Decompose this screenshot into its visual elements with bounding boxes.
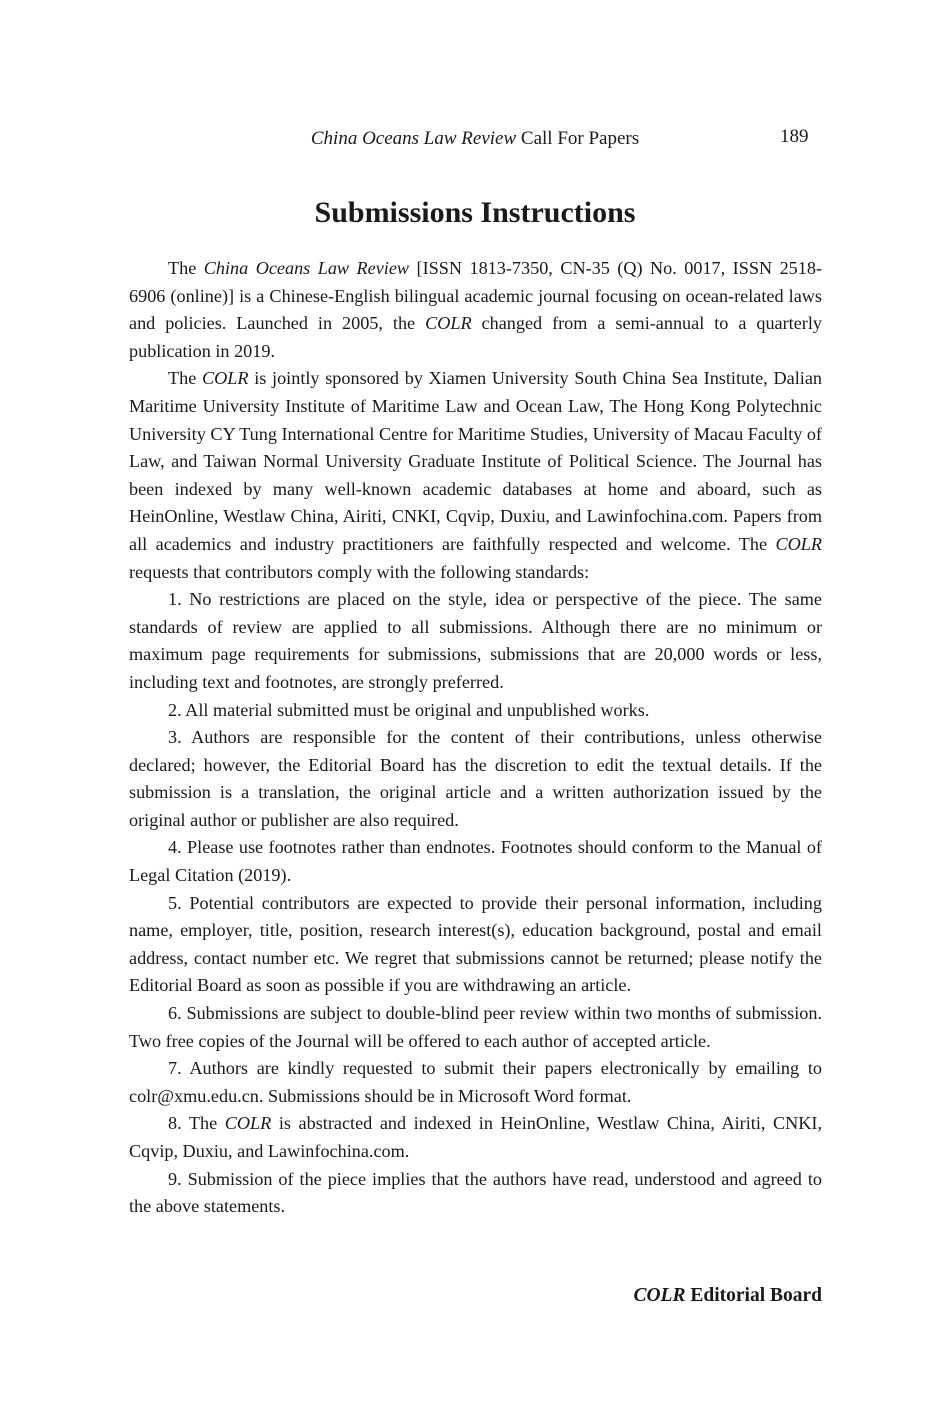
paragraph [129,1000,822,1055]
italic-run: COLR [775,533,822,554]
text-run: requests that contributors comply with the following standards: [129,561,590,582]
paragraph [129,365,822,586]
paragraph [129,724,822,834]
text-run: 6. Submissions are subject to double-blind peer review within two months of submission. Two free copies of the Journal will be offered to each author of accepted article. [129,1003,822,1051]
paragraph [129,255,822,365]
text-run: 1. No restrictions are placed on the style, idea or perspective of the piece. The same standards of review are applied to all submissions. Although there are no minimum or maximum page requirements for submissions, submissions that are 20,000 words or less, including text and footnotes, are strongly preferred. [129,589,822,692]
text-run: The [168,368,202,389]
body-text [129,255,822,1221]
text-run: is abstracted and indexed in HeinOnline, Westlaw China, Airiti, CNKI, Cqvip, Duxiu, and Lawinfochina.com. [129,1113,823,1161]
text-run: 3. Authors are responsible for the content of their contributions, unless otherwise declared; however, the Editorial Board has the discretion to edit the textual details. If the submission is a translation, the original article and a written authorization issued by the original author or publisher are also required. [129,727,822,830]
paragraph [129,1055,822,1110]
text-run: [ISSN 1813-7350, CN-35 (Q) No. 0017, ISSN 2518-6906 (online)] is a Chinese-English bilingual academic journal focusing on ocean-related laws and policies. Launched in 2005, the [129,258,823,334]
text-run: The [168,258,204,278]
paragraph [129,1110,822,1165]
signature-text: Editorial Board [685,1285,822,1306]
text-run: 5. Potential contributors are expected to provide their personal information, including name, employer, title, position, research interest(s), education background, postal and email address, contact number etc. We regret that submissions cannot be returned; please notify the Editorial Board as soon as possible if you are withdrawing an article. [129,892,822,996]
text-run: 7. Authors are kindly requested to submit their papers electronically by emailing to colr@xmu.edu.cn. Submissions should be in Microsoft Word format. [129,1058,822,1106]
paragraph [129,697,822,725]
text-run: changed from a semi-annual to a quarterly publication in 2019. [129,313,822,361]
text-run: 8. The [168,1113,225,1134]
paragraph [129,1166,822,1221]
signature [129,1282,822,1310]
text-run: 4. Please use footnotes rather than endnotes. Footnotes should conform to the Manual of Legal Citation (2019). [129,837,822,886]
italic-run: COLR [201,368,249,389]
italic-run: COLR [224,1113,272,1134]
text-run: is jointly sponsored by Xiamen University South China Sea Institute, Dalian Maritime University Institute of Maritime Law and Ocean Law, The Hong Kong Polytechnic University CY Tung International Centre for Maritime Studies, University of Macau Faculty of Law, and Taiwan Normal University Graduate Institute of Political Science. The Journal has been indexed by many well-known academic databases at home and aboard, such as HeinOnline, Westlaw China, Airiti, CNKI, Cqvip, Duxiu, and Lawinfochina.com. Papers from all academics and industry practitioners are faithfully respected and welcome. The [129,368,822,554]
text-run: 2. All material submitted must be original and unpublished works. [168,699,650,720]
section-name: Call For Papers [520,128,640,149]
paragraph [129,890,822,1000]
paragraph [129,586,822,696]
text-run: 9. Submission of the piece implies that the authors have read, understood and agreed to the above statements. [129,1168,822,1217]
italic-run: COLR [425,313,472,334]
journal-title: China Oceans Law Review [310,128,517,149]
italic-run: China Oceans Law Review [203,258,410,278]
signature-abbr: COLR [633,1285,686,1306]
page-title: Submissions Instructions [314,196,636,229]
page-number: 189 [780,126,809,147]
paragraph [129,834,822,889]
